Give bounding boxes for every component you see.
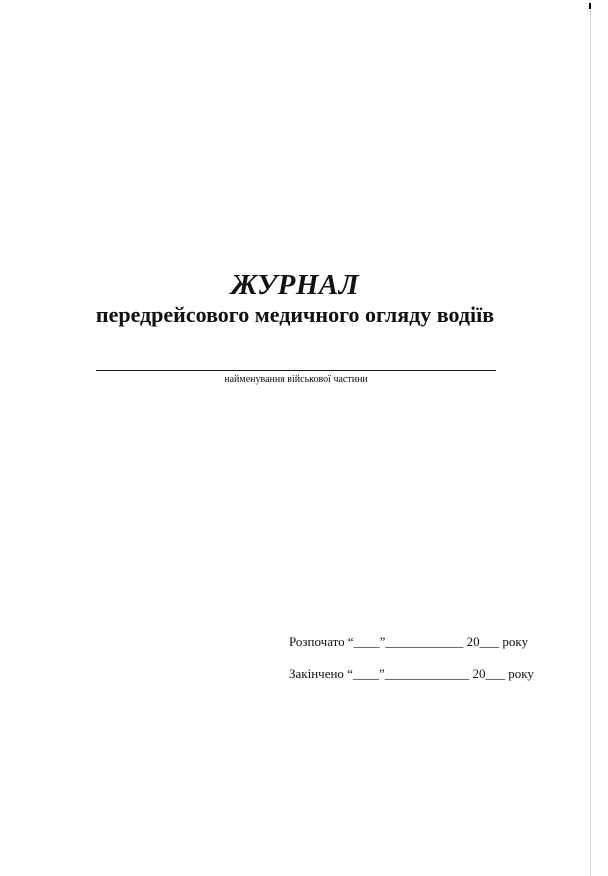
page-right-edge (590, 10, 591, 876)
journal-subtitle: передрейсового медичного огляду водіїв (95, 302, 495, 327)
end-date-line: Закінчено “____”_____________ 20___ року (289, 666, 534, 681)
military-unit-caption: найменування військової частини (224, 374, 368, 385)
page-corner-mark (589, 3, 591, 9)
journal-title: ЖУРНАЛ (230, 269, 360, 301)
start-date-line: Розпочато “____”____________ 20___ року (289, 634, 529, 649)
military-unit-line (96, 370, 496, 371)
